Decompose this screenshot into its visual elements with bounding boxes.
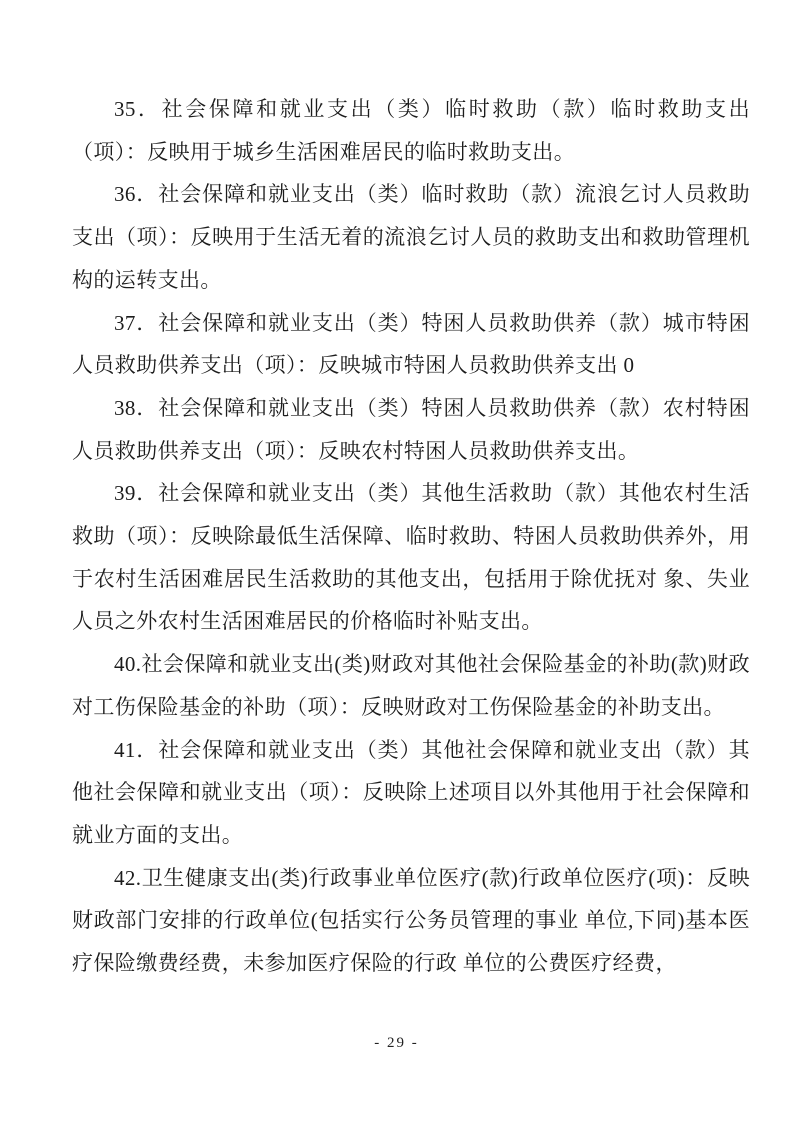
page-number: - 29 - <box>374 1035 419 1051</box>
paragraph-item-42: 42.卫生健康支出(类)行政事业单位医疗(款)行政单位医疗(项)：反映财政部门安排的行政单位(包括实行公务员管理的事业 单位,下同)基本医疗保险缴费经费，未参加医疗保险的行政 单位的公费医疗经费， <box>72 865 750 976</box>
paragraph-item-41: 41．社会保障和就业支出（类）其他社会保障和就业支出（款）其他社会保障和就业支出（项）：反映除上述项目以外其他用于社会保障和就业方面的支出。 <box>72 737 750 847</box>
paragraph-item-38: 38．社会保障和就业支出（类）特困人员救助供养（款）农村特困人员救助供养支出（项）：反映农村特困人员救助供养支出。 <box>72 395 750 463</box>
paragraph-item-40: 40.社会保障和就业支出(类)财政对其他社会保险基金的补助(款)财政对工伤保险基金的补助（项）：反映财政对工伤保险基金的补助支出。 <box>72 652 750 719</box>
paragraph-item-36: 36．社会保障和就业支出（类）临时救助（款）流浪乞讨人员救助支出（项）：反映用于生活无着的流浪乞讨人员的救助支出和救助管理机 构的运转支出。 <box>72 182 750 292</box>
paragraph-item-37: 37．社会保障和就业支出（类）特困人员救助供养（款）城市特困人员救助供养支出（项）：反映城市特困人员救助供养支出 0 <box>72 310 750 378</box>
paragraph-item-39: 39．社会保障和就业支出（类）其他生活救助（款）其他农村生活救助（项）：反映除最低生活保障、临时救助、特困人员救助供养外，用 于农村生活困难居民生活救助的其他支出，包括用于除优抚对 象、失业人员之外农村生活困难居民的价格临时补贴支出。 <box>72 481 750 634</box>
page-content <box>72 88 750 985</box>
paragraph-item-35: 35．社会保障和就业支出（类）临时救助（款）临时救助支出（项）：反映用于城乡生活困难居民的临时救助支出。 <box>72 97 750 164</box>
